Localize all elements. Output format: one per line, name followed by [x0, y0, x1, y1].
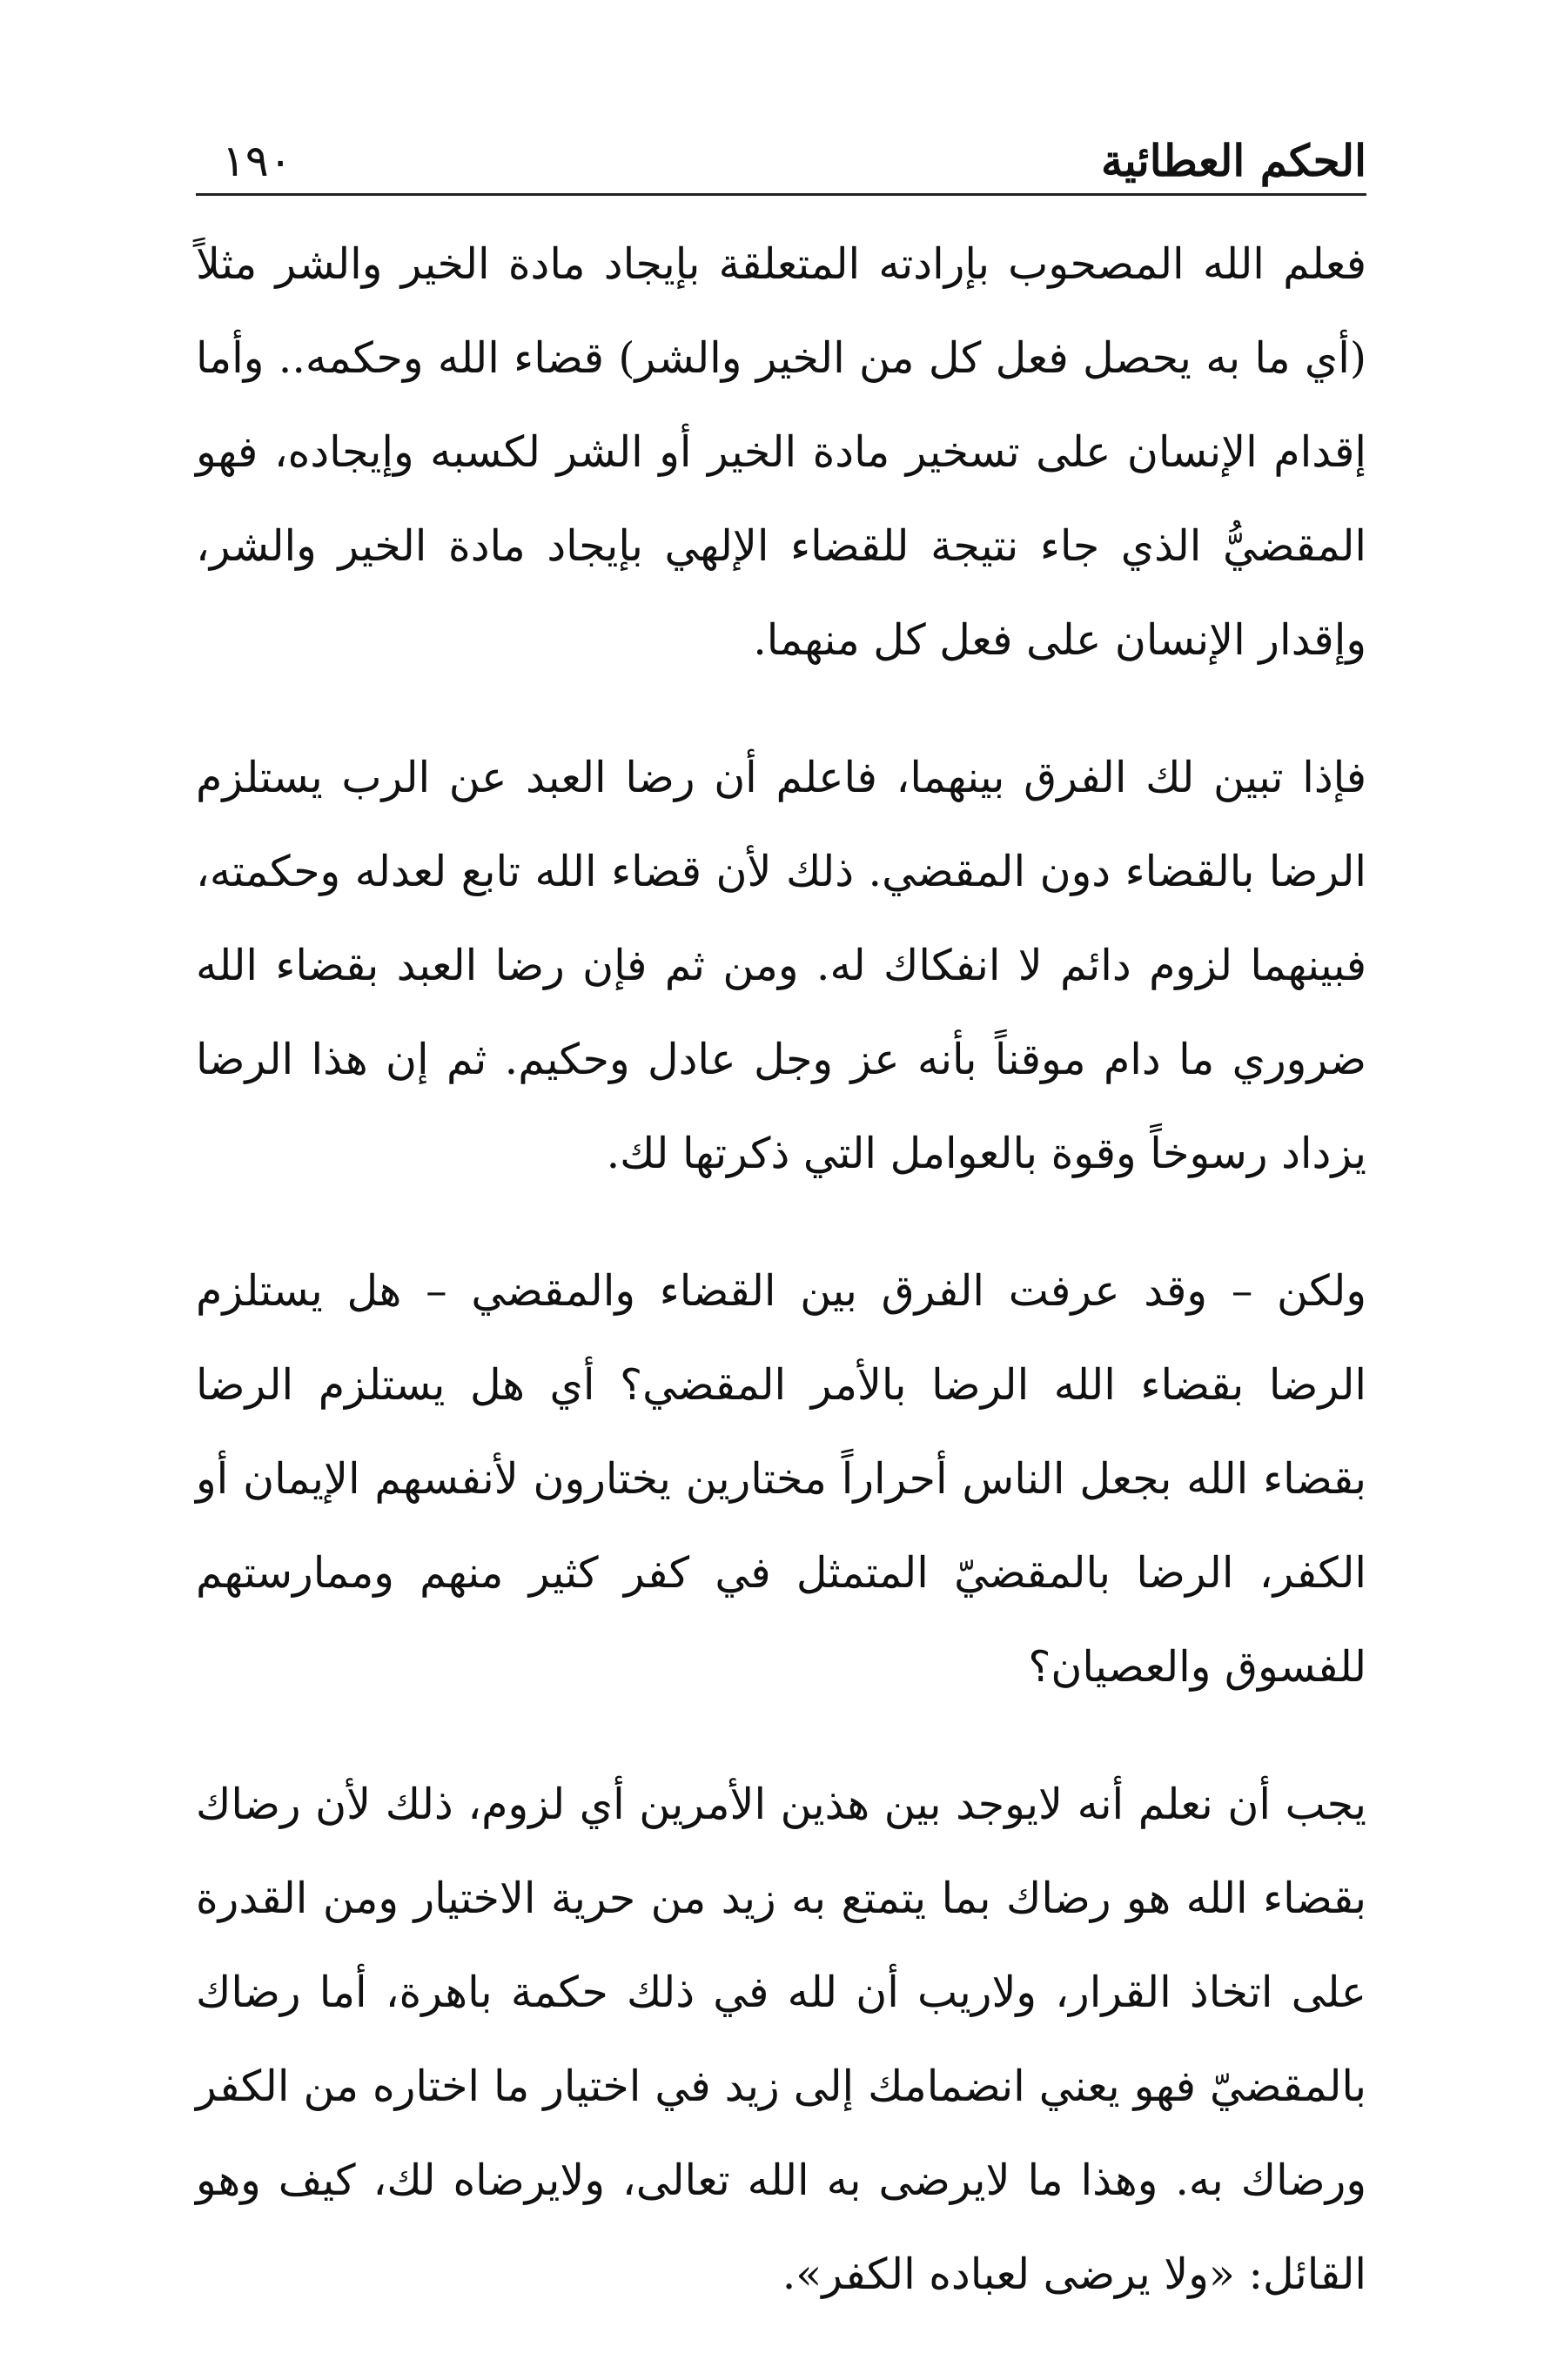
paragraph-4: يجب أن نعلم أنه لايوجد بين هذين الأمرين أي لزوم، ذلك لأن رضاك بقضاء الله هو رضاك بما يتمتع به زيد من حرية الاختيار ومن القدرة على اتخاذ القرار، ولاريب أن لله في ذلك حكمة باهرة، أما رضاك بالمقضيّ فهو يعني انضمامك إلى زيد في اختيار ما اختاره من الكفر ورضاك به. وهذا ما لايرضى به الله تعالى، ولايرضاه لك، كيف وهو القائل: «ولا يرضى لعباده الكفر».: [196, 1780, 1366, 2299]
paragraph-1: فعلم الله المصحوب بإرادته المتعلقة بإيجاد مادة الخير والشر مثلاً (أي ما به يحصل فعل كل من الخير والشر) قضاء الله وحكمه.. وأما إقدام الإنسان على تسخير مادة الخير أو الشر لكسبه وإيجاده، فهو المقضيُّ الذي جاء نتيجة للقضاء الإلهي بإيجاد مادة الخير والشر، وإقدار الإنسان على فعل كل منهما.: [196, 239, 1366, 665]
book-title-header: الحكم العطائية: [1100, 135, 1366, 186]
page-number: ١٩٠: [222, 136, 292, 186]
header-divider: [196, 193, 1366, 196]
paragraph-2: فإذا تبين لك الفرق بينهما، فاعلم أن رضا العبد عن الرب يستلزم الرضا بالقضاء دون المقضي. ذلك لأن قضاء الله تابع لعدله وحكمته، فبينهما لزوم دائم لا انفكاك له. ومن ثم فإن رضا العبد بقضاء الله ضروري ما دام موقناً بأنه عز وجل عادل وحكيم. ثم إن هذا الرضا يزداد رسوخاً وقوة بالعوامل التي ذكرتها لك.: [196, 753, 1366, 1178]
paragraph-3: ولكن – وقد عرفت الفرق بين القضاء والمقضي – هل يستلزم الرضا بقضاء الله الرضا بالأمر المقضي؟ أي هل يستلزم الرضا بقضاء الله بجعل الناس أحراراً مختارين يختارون لأنفسهم الإيمان أو الكفر، الرضا بالمقضيّ المتمثل في كفر كثير منهم وممارستهم للفسوق والعصيان؟: [196, 1266, 1366, 1692]
body-text: [196, 218, 1366, 2322]
running-header: [196, 122, 1366, 200]
